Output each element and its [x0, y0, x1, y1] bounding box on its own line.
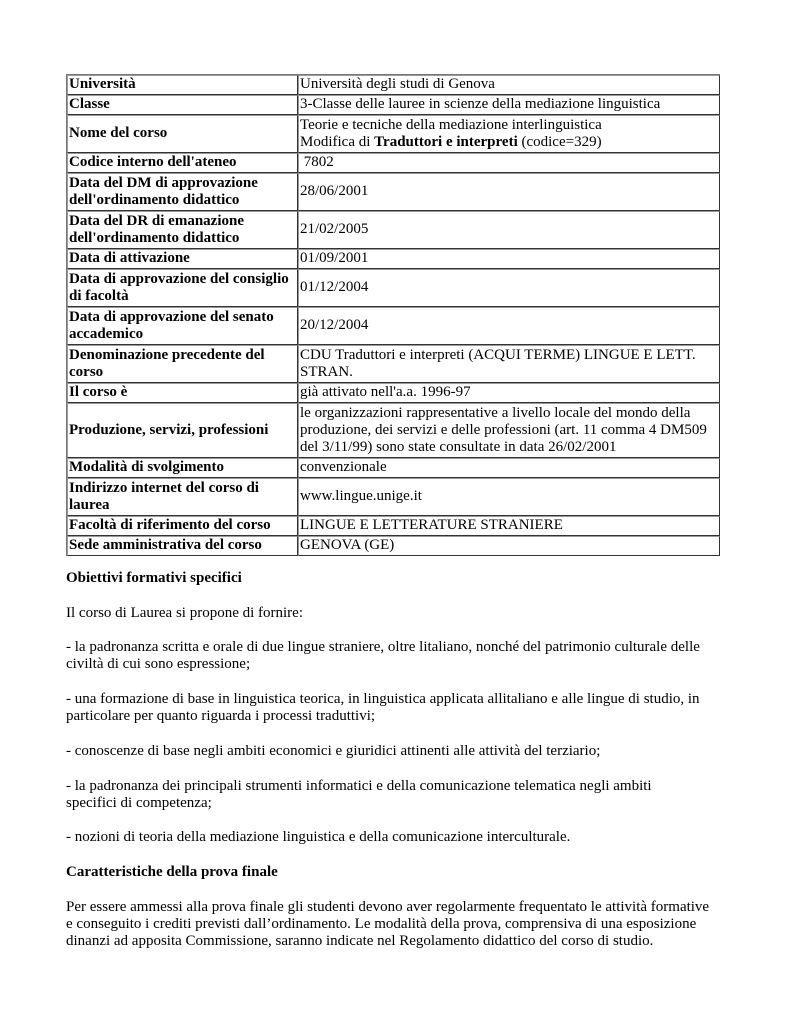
course-modified-suffix: (codice=329): [517, 133, 602, 150]
row-key: Produzione, servizi, professioni: [67, 403, 298, 458]
paragraph-prova-finale: Per essere ammessi alla prova finale gli studenti devono aver regolarmente frequentato le attività formative e conseguito i crediti previsti dall’ordinamento. Le modalità della prova, comprensiva di una esposizione dinanzi ad apposita Commissione, saranno indicate nel Regolamento didattico del corso di studio.: [66, 899, 710, 949]
section-title-prova-finale: Caratteristiche della prova finale: [66, 864, 278, 880]
table-row: [67, 383, 720, 403]
list-item: - la padronanza dei principali strumenti informatici e della comunicazione telematica negli ambiti specifici di competenza;: [66, 778, 652, 811]
row-value: 01/09/2001: [298, 249, 720, 269]
row-value: 20/12/2004: [298, 307, 720, 345]
course-modified-prefix: Modifica di: [300, 133, 375, 150]
row-value: convenzionale: [298, 458, 720, 478]
table-row: [67, 115, 720, 153]
table-row: [67, 403, 720, 458]
row-value: 01/12/2004: [298, 269, 720, 307]
row-key: Data del DM di approvazione dell'ordinamento didattico: [67, 173, 298, 211]
section-title-obiettivi: Obiettivi formativi specifici: [66, 570, 242, 586]
course-info-table: [66, 74, 720, 556]
table-row: [67, 345, 720, 383]
table-row: [67, 75, 720, 95]
row-value: GENOVA (GE): [298, 536, 720, 556]
course-name-line: Teorie e tecniche della mediazione interlinguistica: [300, 116, 602, 133]
row-key: Data del DR di emanazione dell'ordinamento didattico: [67, 211, 298, 249]
row-key: Classe: [67, 95, 298, 115]
table-row: [67, 307, 720, 345]
table-row: [67, 95, 720, 115]
course-info: [66, 74, 720, 556]
table-row: [67, 173, 720, 211]
list-item: - una formazione di base in linguistica teorica, in linguistica applicata allitaliano e alle lingue di studio, in particolare per quanto riguarda i processi traduttivi;: [66, 691, 700, 724]
course-modified-name: Traduttori e interpreti: [374, 133, 518, 150]
paragraph-intro: Il corso di Laurea si propone di fornire:: [66, 605, 304, 621]
list-item: - la padronanza scritta e orale di due lingue straniere, oltre litaliano, nonché del patrimonio culturale delle civiltà di cui sono espressione;: [66, 639, 700, 672]
list-item: - conoscenze di base negli ambiti economici e giuridici attinenti alle attività del terziario;: [66, 743, 601, 759]
row-value: www.lingue.unige.it: [298, 478, 720, 516]
row-key: Data di approvazione del senato accademico: [67, 307, 298, 345]
row-key: Codice interno dell'ateneo: [67, 153, 298, 173]
table-row: [67, 478, 720, 516]
table-row: [67, 516, 720, 536]
table-row: [67, 269, 720, 307]
row-value: 7802: [298, 153, 720, 173]
row-value: 28/06/2001: [298, 173, 720, 211]
list-item: - nozioni di teoria della mediazione linguistica e della comunicazione interculturale.: [66, 829, 571, 845]
row-key: Nome del corso: [67, 115, 298, 153]
row-key: Indirizzo internet del corso di laurea: [67, 478, 298, 516]
row-value: 21/02/2005: [298, 211, 720, 249]
row-key: Modalità di svolgimento: [67, 458, 298, 478]
row-key: Facoltà di riferimento del corso: [67, 516, 298, 536]
row-value: Università degli studi di Genova: [298, 75, 720, 95]
row-key: Data di attivazione: [67, 249, 298, 269]
row-key: Sede amministrativa del corso: [67, 536, 298, 556]
table-row: [67, 458, 720, 478]
row-value: le organizzazioni rappresentative a livello locale del mondo della produzione, dei servizi e delle professioni (art. 11 comma 4 DM509 del 3/11/99) sono state consultate in data 26/02/2001: [298, 403, 720, 458]
row-key: Università: [67, 75, 298, 95]
table-row: [67, 249, 720, 269]
row-value: 3-Classe delle lauree in scienze della mediazione linguistica: [298, 95, 720, 115]
row-value: [298, 115, 720, 153]
row-key: Il corso è: [67, 383, 298, 403]
table-row: [67, 153, 720, 173]
row-value: già attivato nell'a.a. 1996-97: [298, 383, 720, 403]
row-value: LINGUE E LETTERATURE STRANIERE: [298, 516, 720, 536]
table-row: [67, 536, 720, 556]
table-row: [67, 211, 720, 249]
row-value: CDU Traduttori e interpreti (ACQUI TERME) LINGUE E LETT. STRAN.: [298, 345, 720, 383]
row-key: Denominazione precedente del corso: [67, 345, 298, 383]
row-key: Data di approvazione del consiglio di facoltà: [67, 269, 298, 307]
